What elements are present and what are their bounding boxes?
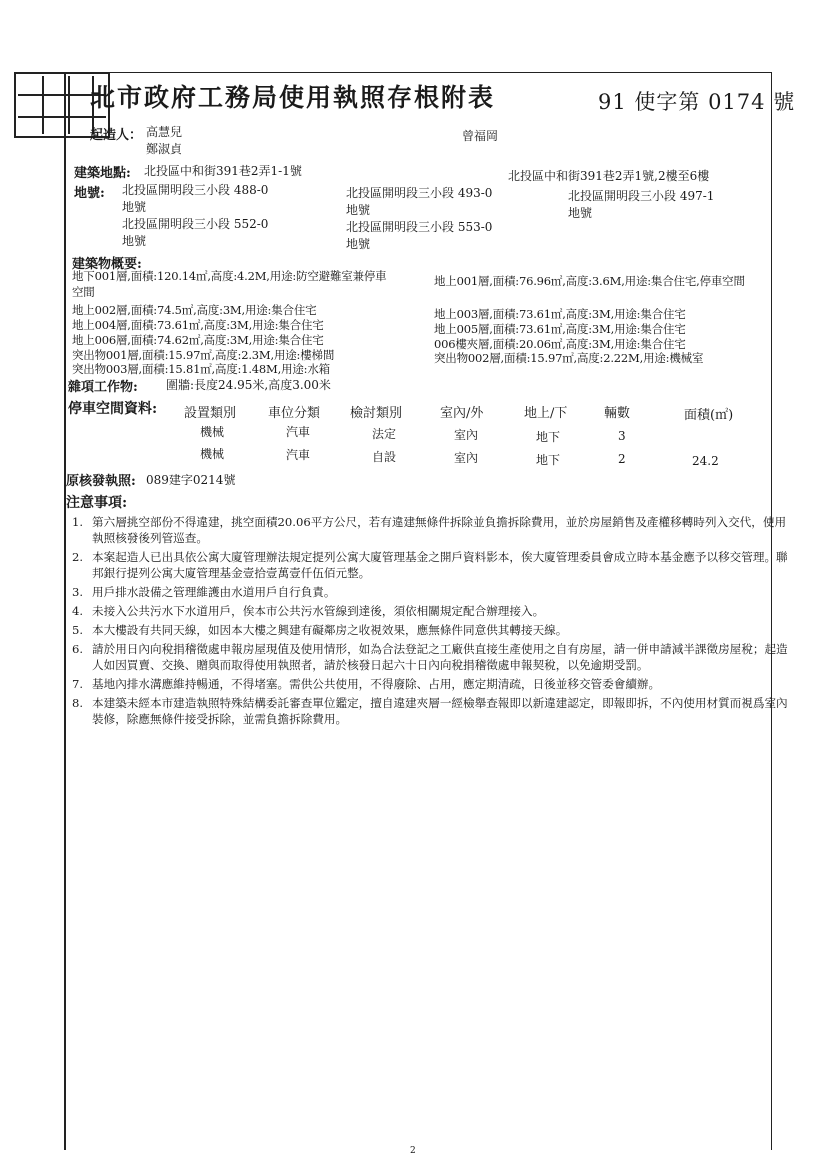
architect-name: 曾福岡 — [462, 129, 499, 143]
note-text: 本大樓設有共同天線，如因本大樓之興建有礙鄰房之收視效果，應無條件同意供其轉接天線。 — [92, 623, 568, 637]
parking-r2-area: 24.2 — [692, 454, 719, 468]
parking-r1-indoor: 室內 — [454, 428, 479, 442]
site-address: 北投區中和街391巷2弄1-1號 — [144, 164, 302, 178]
parking-r2-level: 地下 — [536, 453, 561, 467]
parking-r2-category: 機械 — [200, 447, 225, 461]
floor-right-2: 地上005層,面積:73.61㎡,高度:3M,用途:集合住宅 — [434, 322, 686, 336]
original-permit-label: 原核發執照: — [66, 474, 136, 489]
parking-label: 停車空間資料: — [68, 401, 158, 417]
note-number: 4. — [72, 604, 84, 618]
note-number: 7. — [72, 677, 84, 691]
floor-left-3: 地上006層,面積:74.62㎡,高度:3M,用途:集合住宅 — [72, 333, 324, 347]
note-number: 3. — [72, 585, 84, 599]
parking-r2-indoor: 室內 — [454, 451, 479, 465]
parking-header-area: 面積(㎡) — [684, 408, 734, 423]
floor-1: 地上001層,面積:76.96㎡,高度:3.6M,用途:集合住宅,停車空間 — [434, 274, 745, 288]
building-summary-label: 建築物概要: — [72, 257, 142, 272]
owner-name-2: 鄭淑貞 — [146, 142, 183, 156]
parking-r2-vehicle: 汽車 — [286, 448, 311, 462]
page-mark: 2 — [410, 1146, 416, 1156]
lot-5: 北投區開明段三小段 553-0地號 — [346, 220, 493, 251]
parking-r2-count: 2 — [618, 452, 626, 466]
parking-header-review: 檢討類別 — [350, 406, 403, 421]
misc-works-label: 雜項工作物: — [68, 380, 138, 395]
note-text: 未接入公共污水下水道用戶，俟本市公共污水管線到達後，須依相關規定配合辦理接入。 — [92, 604, 545, 618]
owner-name-1: 高慧兒 — [146, 125, 183, 139]
note-number: 1. — [72, 515, 84, 529]
misc-works-value: 圍牆:長度24.95米,高度3.00米 — [166, 378, 331, 392]
note-item — [72, 641, 792, 673]
lot-label: 地號: — [74, 186, 105, 201]
parking-r2-review: 自設 — [372, 450, 397, 464]
parking-header-count: 輛數 — [604, 406, 631, 421]
floor-b1: 地下001層,面積:120.14㎡,高度:4.2M,用途:防空避難室兼停車 — [72, 269, 387, 283]
original-permit-value: 089建字0214號 — [146, 473, 236, 487]
note-number: 2. — [72, 550, 84, 564]
parking-header-vehicle: 車位分類 — [268, 406, 321, 421]
floor-left-1: 地上002層,面積:74.5㎡,高度:3M,用途:集合住宅 — [72, 303, 317, 317]
document-title: 北市政府工務局使用執照存根附表 — [90, 83, 496, 112]
note-item — [72, 622, 792, 638]
owner-label: 起造人： — [90, 128, 143, 143]
note-item — [72, 695, 792, 727]
note-text: 第六層挑空部份不得違建，挑空面積20.06平方公尺，若有違建無條件拆除並負擔拆除費用，並於房屋銷售及產權移轉時列入交代，使用執照核發後列管巡查。 — [92, 515, 787, 545]
note-text: 本建築未經本市建造執照特殊結構委託審查單位鑑定，擅自違建夾層一經檢舉查報即以新違建認定，即報即拆，不內使用材質而視爲室內裝修，除應無條件接受拆除，並需負擔拆除費用。 — [92, 696, 788, 726]
floor-left-4: 突出物001層,面積:15.97㎡,高度:2.3M,用途:樓梯間 — [72, 348, 335, 362]
note-item — [72, 676, 792, 692]
floor-right-4: 突出物002層,面積:15.97㎡,高度:2.22M,用途:機械室 — [434, 351, 704, 365]
permit-number: 91 使字第 0174 號 — [598, 90, 796, 114]
parking-r1-vehicle: 汽車 — [286, 425, 311, 439]
note-text: 用戶排水設備之管理維護由水道用戶自行負責。 — [92, 585, 336, 599]
parking-r1-category: 機械 — [200, 425, 225, 439]
parking-r1-count: 3 — [618, 429, 626, 443]
floor-left-5: 突出物003層,面積:15.81㎡,高度:1.48M,用途:水箱 — [72, 362, 330, 376]
floor-left-2: 地上004層,面積:73.61㎡,高度:3M,用途:集合住宅 — [72, 318, 324, 332]
note-number: 5. — [72, 623, 84, 637]
parking-r1-review: 法定 — [372, 427, 397, 441]
floor-right-1: 地上003層,面積:73.61㎡,高度:3M,用途:集合住宅 — [434, 307, 686, 321]
note-item — [72, 584, 792, 600]
lot-1: 北投區開明段三小段 488-0地號 — [122, 183, 269, 214]
floor-1-cont: 空間 — [72, 285, 95, 299]
note-text: 基地內排水溝應維持暢通，不得堵塞。需供公共使用，不得廢除、占用，應定期清疏，日後並移交管委會續辦。 — [92, 677, 661, 691]
note-item — [72, 514, 792, 546]
parking-header-level: 地上/下 — [524, 406, 568, 421]
note-item — [72, 549, 792, 581]
notes-list — [72, 514, 792, 730]
lot-3: 北投區開明段三小段 497-1地號 — [568, 189, 715, 220]
lot-4: 北投區開明段三小段 552-0地號 — [122, 217, 269, 248]
parking-header-category: 設置類別 — [184, 406, 237, 421]
note-text: 請於用日內向稅捐稽徵處申報房屋現值及使用情形，如為合法登記之工廠供直接生產使用之自有房屋，請一併申請減半課徵房屋稅；起造人如因買賣、交換、贈與而取得使用執照者，請於核發日起六十日內向稅捐稽徵處申報契稅，以免逾期受罰。 — [92, 642, 788, 672]
note-text: 本案起造人已出具依公寓大廈管理辦法規定提列公寓大廈管理基金之開戶資料影本，俟大廈管理委員會成立時本基金應予以移交管理。聯邦銀行提列公寓大廈管理基金壹拾壹萬壹仟伍佰元整。 — [92, 550, 788, 580]
parking-header-indoor: 室內/外 — [440, 406, 484, 421]
floor-right-3: 006樓夾層,面積:20.06㎡,高度:3M,用途:集合住宅 — [434, 337, 686, 351]
address-label: 建築地點: — [74, 166, 131, 181]
note-number: 8. — [72, 696, 84, 710]
note-number: 6. — [72, 642, 84, 656]
lot-2: 北投區開明段三小段 493-0地號 — [346, 186, 493, 217]
notes-label: 注意事項: — [66, 495, 128, 511]
note-item — [72, 603, 792, 619]
site-address-extra: 北投區中和街391巷2弄1號,2樓至6樓 — [508, 169, 710, 183]
parking-r1-level: 地下 — [536, 430, 561, 444]
